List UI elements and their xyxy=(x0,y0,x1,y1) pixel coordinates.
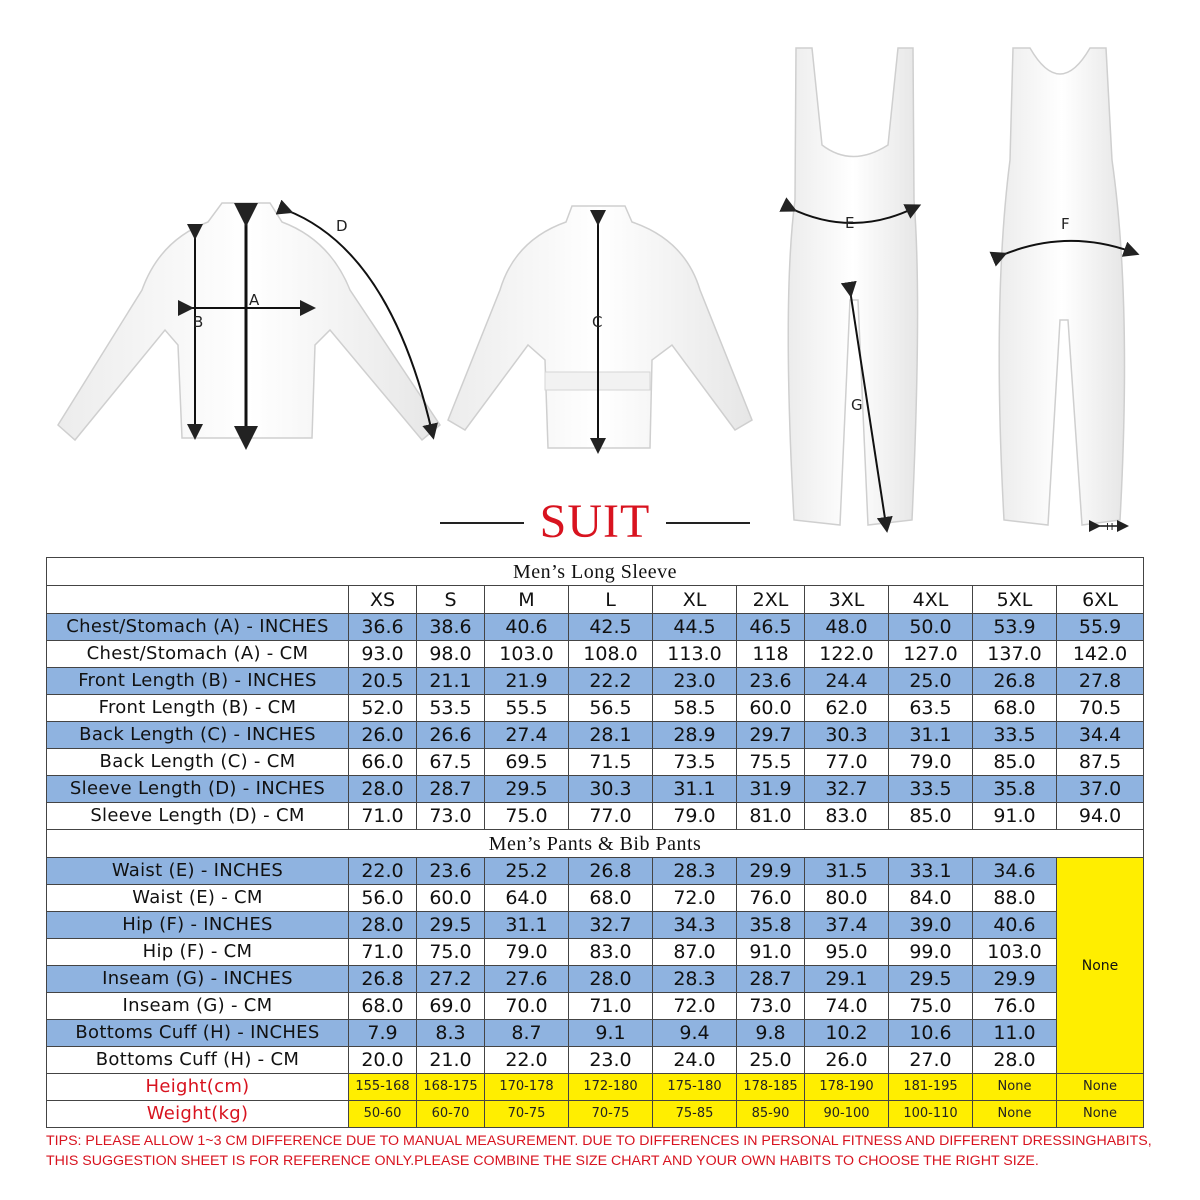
value-cell: 29.5 xyxy=(485,776,569,803)
value-cell: 55.5 xyxy=(485,695,569,722)
value-cell: 76.0 xyxy=(973,993,1057,1020)
value-cell: 50-60 xyxy=(349,1101,417,1128)
value-cell: 71.0 xyxy=(569,993,653,1020)
value-cell: 91.0 xyxy=(973,803,1057,830)
table-row xyxy=(47,1074,1144,1101)
tips-note: TIPS: PLEASE ALLOW 1~3 CM DIFFERENCE DUE TO MANUAL MEASUREMENT. DUE TO DIFFERENCES IN PERSONAL FITNESS AND DIFFERENT DRESSINGHABITS, THIS SUGGESTION SHEET IS FOR REFERENCE ONLY.PLEASE COMBINE THE SIZE CHART AND YOUR OWN HABITS TO CHOOSE THE RIGHT SIZE. xyxy=(46,1133,1152,1169)
size-header-cell: 6XL xyxy=(1057,586,1144,614)
value-cell: 20.5 xyxy=(349,668,417,695)
value-cell: 52.0 xyxy=(349,695,417,722)
size-header-row xyxy=(47,586,1144,614)
value-cell: 35.8 xyxy=(973,776,1057,803)
value-cell: 79.0 xyxy=(653,803,737,830)
value-cell: 48.0 xyxy=(805,614,889,641)
marker-g: G xyxy=(851,396,863,414)
value-cell: 9.8 xyxy=(737,1020,805,1047)
value-cell: 37.0 xyxy=(1057,776,1144,803)
row-label: Hip (F) - INCHES xyxy=(47,912,349,939)
value-cell: 108.0 xyxy=(569,641,653,668)
value-cell: 25.0 xyxy=(737,1047,805,1074)
value-cell: 69.5 xyxy=(485,749,569,776)
value-cell: 95.0 xyxy=(805,939,889,966)
value-cell: 21.0 xyxy=(417,1047,485,1074)
value-cell: 20.0 xyxy=(349,1047,417,1074)
value-cell: 71.0 xyxy=(349,803,417,830)
table-row xyxy=(47,939,1144,966)
value-cell: None xyxy=(973,1101,1057,1128)
value-cell: 26.6 xyxy=(417,722,485,749)
table-row xyxy=(47,1047,1144,1074)
row-label: Sleeve Length (D) - INCHES xyxy=(47,776,349,803)
size-header-cell: 2XL xyxy=(737,586,805,614)
row-label: Height(cm) xyxy=(47,1074,349,1101)
value-cell: 33.5 xyxy=(973,722,1057,749)
value-cell: 34.3 xyxy=(653,912,737,939)
value-cell: 31.1 xyxy=(485,912,569,939)
row-label: Waist (E) - INCHES xyxy=(47,858,349,885)
value-cell: 72.0 xyxy=(653,885,737,912)
value-cell: 8.3 xyxy=(417,1020,485,1047)
table-row xyxy=(47,993,1144,1020)
value-cell: 34.4 xyxy=(1057,722,1144,749)
value-cell: 75.0 xyxy=(485,803,569,830)
value-cell: 34.6 xyxy=(973,858,1057,885)
value-cell: 8.7 xyxy=(485,1020,569,1047)
size-header-cell: XL xyxy=(653,586,737,614)
value-cell: 32.7 xyxy=(569,912,653,939)
value-cell: 56.5 xyxy=(569,695,653,722)
value-cell: 46.5 xyxy=(737,614,805,641)
row-label: Back Length (C) - INCHES xyxy=(47,722,349,749)
bib-pants-front-illustration xyxy=(788,48,917,525)
value-cell: 75.0 xyxy=(889,993,973,1020)
value-cell: 36.6 xyxy=(349,614,417,641)
value-cell: 53.5 xyxy=(417,695,485,722)
value-cell: 7.9 xyxy=(349,1020,417,1047)
value-cell: 27.8 xyxy=(1057,668,1144,695)
value-cell: 28.7 xyxy=(737,966,805,993)
value-cell: 55.9 xyxy=(1057,614,1144,641)
table-row xyxy=(47,1020,1144,1047)
value-cell: 37.4 xyxy=(805,912,889,939)
value-cell: 63.5 xyxy=(889,695,973,722)
value-cell: 40.6 xyxy=(485,614,569,641)
value-cell: 10.2 xyxy=(805,1020,889,1047)
value-cell: 26.8 xyxy=(569,858,653,885)
garment-illustrations xyxy=(0,0,1200,545)
value-cell: 28.9 xyxy=(653,722,737,749)
table-row xyxy=(47,885,1144,912)
value-cell: 58.5 xyxy=(653,695,737,722)
value-cell: 74.0 xyxy=(805,993,889,1020)
section-title-pants: Men’s Pants & Bib Pants xyxy=(47,830,1144,858)
value-cell: 68.0 xyxy=(569,885,653,912)
value-cell: 28.3 xyxy=(653,966,737,993)
page-title: SUIT xyxy=(539,495,651,548)
value-cell: 23.6 xyxy=(737,668,805,695)
marker-b: B xyxy=(193,313,204,331)
value-cell: 88.0 xyxy=(973,885,1057,912)
value-cell: 170-178 xyxy=(485,1074,569,1101)
value-cell: 25.2 xyxy=(485,858,569,885)
table-row xyxy=(47,803,1144,830)
title-rule-right xyxy=(666,522,750,524)
value-cell: 68.0 xyxy=(349,993,417,1020)
value-cell: 29.9 xyxy=(973,966,1057,993)
row-label: Inseam (G) - INCHES xyxy=(47,966,349,993)
value-cell: 127.0 xyxy=(889,641,973,668)
value-cell: 75.5 xyxy=(737,749,805,776)
value-cell: 31.1 xyxy=(889,722,973,749)
table-row xyxy=(47,858,1144,885)
marker-d: D xyxy=(336,217,348,235)
value-cell: 29.5 xyxy=(889,966,973,993)
value-cell: 26.8 xyxy=(349,966,417,993)
value-cell: 27.0 xyxy=(889,1047,973,1074)
value-cell: 70.5 xyxy=(1057,695,1144,722)
size-header-blank xyxy=(47,586,349,614)
marker-c: C xyxy=(592,313,603,331)
row-label: Front Length (B) - CM xyxy=(47,695,349,722)
marker-f: F xyxy=(1061,215,1070,233)
row-label: Chest/Stomach (A) - INCHES xyxy=(47,614,349,641)
row-label: Back Length (C) - CM xyxy=(47,749,349,776)
value-cell: 10.6 xyxy=(889,1020,973,1047)
row-label: Inseam (G) - CM xyxy=(47,993,349,1020)
value-cell: 33.1 xyxy=(889,858,973,885)
value-cell: 98.0 xyxy=(417,641,485,668)
value-cell: 77.0 xyxy=(569,803,653,830)
value-cell: 71.0 xyxy=(349,939,417,966)
value-cell: 9.1 xyxy=(569,1020,653,1047)
value-cell: 118 xyxy=(737,641,805,668)
value-cell: None xyxy=(1057,1101,1144,1128)
value-cell: 21.9 xyxy=(485,668,569,695)
value-cell: 87.0 xyxy=(653,939,737,966)
value-cell: 73.0 xyxy=(737,993,805,1020)
value-cell: 84.0 xyxy=(889,885,973,912)
value-cell: 85.0 xyxy=(973,749,1057,776)
value-cell: 23.0 xyxy=(653,668,737,695)
value-cell: 38.6 xyxy=(417,614,485,641)
value-cell: 73.5 xyxy=(653,749,737,776)
row-label: Bottoms Cuff (H) - INCHES xyxy=(47,1020,349,1047)
value-cell: 72.0 xyxy=(653,993,737,1020)
value-cell: 28.0 xyxy=(569,966,653,993)
value-cell: 28.0 xyxy=(349,776,417,803)
size-header-cell: L xyxy=(569,586,653,614)
size-header-cell: 3XL xyxy=(805,586,889,614)
value-cell: 71.5 xyxy=(569,749,653,776)
value-cell: 25.0 xyxy=(889,668,973,695)
value-cell: 23.0 xyxy=(569,1047,653,1074)
value-cell: 60.0 xyxy=(417,885,485,912)
value-cell: 28.0 xyxy=(349,912,417,939)
value-cell: 181-195 xyxy=(889,1074,973,1101)
value-cell: 64.0 xyxy=(485,885,569,912)
value-cell: 22.0 xyxy=(485,1047,569,1074)
value-cell: 85.0 xyxy=(889,803,973,830)
value-cell: 23.6 xyxy=(417,858,485,885)
value-cell: 32.7 xyxy=(805,776,889,803)
table-row xyxy=(47,695,1144,722)
value-cell: 83.0 xyxy=(805,803,889,830)
value-cell: 175-180 xyxy=(653,1074,737,1101)
value-cell: 79.0 xyxy=(485,939,569,966)
marker-h: H xyxy=(1106,522,1114,533)
value-cell: 56.0 xyxy=(349,885,417,912)
value-cell: 87.5 xyxy=(1057,749,1144,776)
table-row xyxy=(47,749,1144,776)
value-cell: 60.0 xyxy=(737,695,805,722)
value-cell: 9.4 xyxy=(653,1020,737,1047)
value-cell: 168-175 xyxy=(417,1074,485,1101)
value-cell: 70-75 xyxy=(485,1101,569,1128)
row-label: Sleeve Length (D) - CM xyxy=(47,803,349,830)
value-cell: 27.4 xyxy=(485,722,569,749)
value-cell: 75.0 xyxy=(417,939,485,966)
size-header-cell: S xyxy=(417,586,485,614)
value-cell: None xyxy=(973,1074,1057,1101)
value-cell: 76.0 xyxy=(737,885,805,912)
value-cell: 29.9 xyxy=(737,858,805,885)
value-cell: 91.0 xyxy=(737,939,805,966)
row-label: Chest/Stomach (A) - CM xyxy=(47,641,349,668)
value-cell: 94.0 xyxy=(1057,803,1144,830)
value-cell: 66.0 xyxy=(349,749,417,776)
value-cell: 24.4 xyxy=(805,668,889,695)
table-row xyxy=(47,1101,1144,1128)
table-row xyxy=(47,722,1144,749)
value-cell: 31.5 xyxy=(805,858,889,885)
value-cell: 29.7 xyxy=(737,722,805,749)
value-cell: 22.0 xyxy=(349,858,417,885)
value-cell: 77.0 xyxy=(805,749,889,776)
table-row xyxy=(47,912,1144,939)
value-cell: 67.5 xyxy=(417,749,485,776)
value-cell: 172-180 xyxy=(569,1074,653,1101)
value-cell: 62.0 xyxy=(805,695,889,722)
value-cell: 99.0 xyxy=(889,939,973,966)
value-cell: 68.0 xyxy=(973,695,1057,722)
value-cell: 11.0 xyxy=(973,1020,1057,1047)
value-cell: 28.7 xyxy=(417,776,485,803)
size-header-cell: XS xyxy=(349,586,417,614)
value-cell: 70-75 xyxy=(569,1101,653,1128)
value-cell: 155-168 xyxy=(349,1074,417,1101)
value-cell: 85-90 xyxy=(737,1101,805,1128)
bib-pants-back-illustration xyxy=(999,48,1132,533)
value-cell: None xyxy=(1057,1074,1144,1101)
value-cell: 33.5 xyxy=(889,776,973,803)
value-cell: 113.0 xyxy=(653,641,737,668)
table-row xyxy=(47,776,1144,803)
value-cell: 21.1 xyxy=(417,668,485,695)
value-cell: 79.0 xyxy=(889,749,973,776)
value-cell: 28.3 xyxy=(653,858,737,885)
value-cell: 26.8 xyxy=(973,668,1057,695)
value-cell: 40.6 xyxy=(973,912,1057,939)
value-cell: 50.0 xyxy=(889,614,973,641)
value-cell: 103.0 xyxy=(485,641,569,668)
table-row xyxy=(47,966,1144,993)
value-cell: 29.1 xyxy=(805,966,889,993)
value-cell: 100-110 xyxy=(889,1101,973,1128)
value-cell: 83.0 xyxy=(569,939,653,966)
marker-a: A xyxy=(249,291,260,309)
value-cell: 70.0 xyxy=(485,993,569,1020)
value-cell: 28.0 xyxy=(973,1047,1057,1074)
table-row xyxy=(47,668,1144,695)
size-header-cell: M xyxy=(485,586,569,614)
value-cell: 35.8 xyxy=(737,912,805,939)
value-cell: 81.0 xyxy=(737,803,805,830)
value-cell: 26.0 xyxy=(805,1047,889,1074)
size-header-cell: 4XL xyxy=(889,586,973,614)
size-header-cell: 5XL xyxy=(973,586,1057,614)
value-cell: 178-185 xyxy=(737,1074,805,1101)
table-row xyxy=(47,641,1144,668)
value-cell: 90-100 xyxy=(805,1101,889,1128)
row-label: Bottoms Cuff (H) - CM xyxy=(47,1047,349,1074)
value-cell: 142.0 xyxy=(1057,641,1144,668)
value-cell: 39.0 xyxy=(889,912,973,939)
size-chart-table xyxy=(46,557,1144,1128)
value-cell: 60-70 xyxy=(417,1101,485,1128)
row-label: Hip (F) - CM xyxy=(47,939,349,966)
value-cell: 73.0 xyxy=(417,803,485,830)
value-cell: 27.6 xyxy=(485,966,569,993)
value-cell: 75-85 xyxy=(653,1101,737,1128)
value-cell: 122.0 xyxy=(805,641,889,668)
value-cell: 29.5 xyxy=(417,912,485,939)
value-cell: 44.5 xyxy=(653,614,737,641)
value-cell: 28.1 xyxy=(569,722,653,749)
value-cell: 103.0 xyxy=(973,939,1057,966)
value-cell: 80.0 xyxy=(805,885,889,912)
value-cell: 22.2 xyxy=(569,668,653,695)
row-label: Weight(kg) xyxy=(47,1101,349,1128)
section-title-long-sleeve: Men’s Long Sleeve xyxy=(47,558,1144,586)
value-cell: 30.3 xyxy=(805,722,889,749)
value-cell: 42.5 xyxy=(569,614,653,641)
value-cell: 31.9 xyxy=(737,776,805,803)
none-cell-6xl: None xyxy=(1057,858,1144,1074)
jersey-front-illustration xyxy=(58,203,440,440)
table-row xyxy=(47,614,1144,641)
value-cell: 69.0 xyxy=(417,993,485,1020)
value-cell: 27.2 xyxy=(417,966,485,993)
value-cell: 137.0 xyxy=(973,641,1057,668)
marker-e: E xyxy=(845,214,855,232)
value-cell: 53.9 xyxy=(973,614,1057,641)
row-label: Front Length (B) - INCHES xyxy=(47,668,349,695)
value-cell: 93.0 xyxy=(349,641,417,668)
value-cell: 30.3 xyxy=(569,776,653,803)
suit-title-block xyxy=(440,496,750,548)
value-cell: 31.1 xyxy=(653,776,737,803)
value-cell: 24.0 xyxy=(653,1047,737,1074)
value-cell: 178-190 xyxy=(805,1074,889,1101)
row-label: Waist (E) - CM xyxy=(47,885,349,912)
title-rule-left xyxy=(440,522,524,524)
jersey-back-illustration xyxy=(448,206,752,448)
value-cell: 26.0 xyxy=(349,722,417,749)
